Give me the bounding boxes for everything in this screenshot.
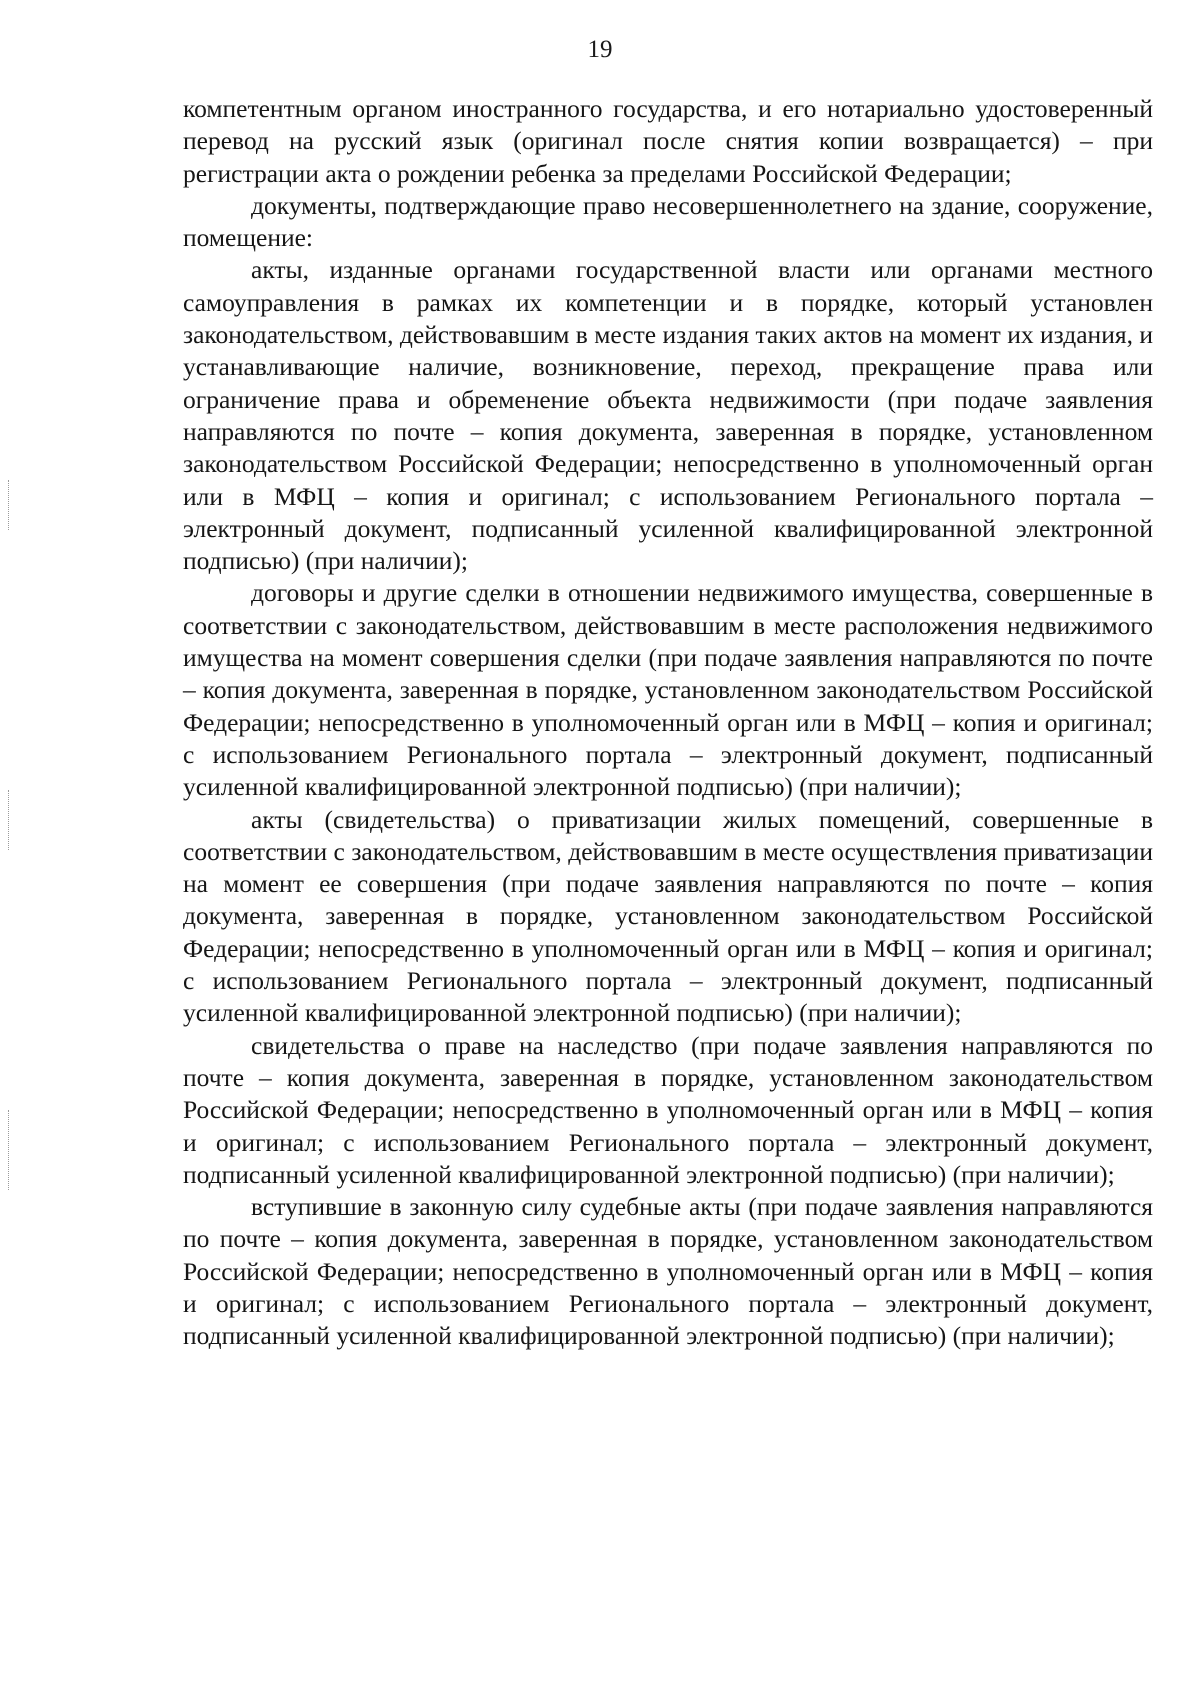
scan-artifact-marks (8, 1110, 11, 1190)
scan-artifact-marks (8, 790, 11, 850)
paragraph: акты (свидетельства) о приватизации жилых помещений, совершенные в соответствии с законодательством, действовавшим в месте осуществления приватизации на момент ее совершения (при подаче заявления направляются по почте – копия документа, заверенная в порядке, установленном законодательством Российской Федерации; непосредственно в уполномоченный орган или в МФЦ – копия и оригинал; с использованием Регионального портала – электронный документ, подписанный усиленной квалифицированной электронной подписью) (при наличии); (183, 804, 1153, 1028)
page-number: 19 (587, 36, 613, 63)
paragraph: компетентным органом иностранного государства, и его нотариально удостоверенный перевод на русский язык (оригинал после снятия копии возвращается) – при регистрации акта о рождении ребенка за пределами Российской Федерации; (183, 94, 1153, 188)
paragraph: договоры и другие сделки в отношении недвижимого имущества, совершенные в соответствии с законодательством, действовавшим в месте расположения недвижимого имущества на момент совершения сделки (при подаче заявления направляются по почте – копия документа, заверенная в порядке, установленном законодательством Российской Федерации; непосредственно в уполномоченный орган или в МФЦ – копия и оригинал; с использованием Регионального портала – электронный документ, подписанный усиленной квалифицированной электронной подписью) (при наличии); (183, 578, 1153, 802)
paragraph: акты, изданные органами государственной власти или органами местного самоуправления в рамках их компетенции и в порядке, который установлен законодательством, действовавшим в месте издания таких актов на момент их издания, и устанавливающие наличие, возникновение, переход, прекращение права или ограничение права и обременение объекта недвижимости (при подаче заявления направляются по почте – копия документа, заверенная в порядке, установленном законодательством Российской Федерации; непосредственно в уполномоченный орган или в МФЦ – копия и оригинал; с использованием Регионального портала – электронный документ, подписанный усиленной квалифицированной электронной подписью) (при наличии); (183, 255, 1153, 576)
paragraph: вступившие в законную силу судебные акты (при подаче заявления направляются по почте – копия документа, заверенная в порядке, установленном законодательством Российской Федерации; непосредственно в уполномоченный орган или в МФЦ – копия и оригинал; с использованием Регионального портала – электронный документ, подписанный усиленной квалифицированной электронной подписью) (при наличии); (183, 1192, 1153, 1351)
scan-artifact-marks (8, 480, 11, 530)
document-text (183, 93, 1153, 1353)
paragraph: документы, подтверждающие право несовершеннолетнего на здание, сооружение, помещение: (183, 190, 1153, 253)
paragraph: свидетельства о праве на наследство (при подаче заявления направляются по почте – копия документа, заверенная в порядке, установленном законодательством Российской Федерации; непосредственно в уполномоченный орган или в МФЦ – копия и оригинал; с использованием Регионального портала – электронный документ, подписанный усиленной квалифицированной электронной подписью) (при наличии); (183, 1030, 1153, 1189)
